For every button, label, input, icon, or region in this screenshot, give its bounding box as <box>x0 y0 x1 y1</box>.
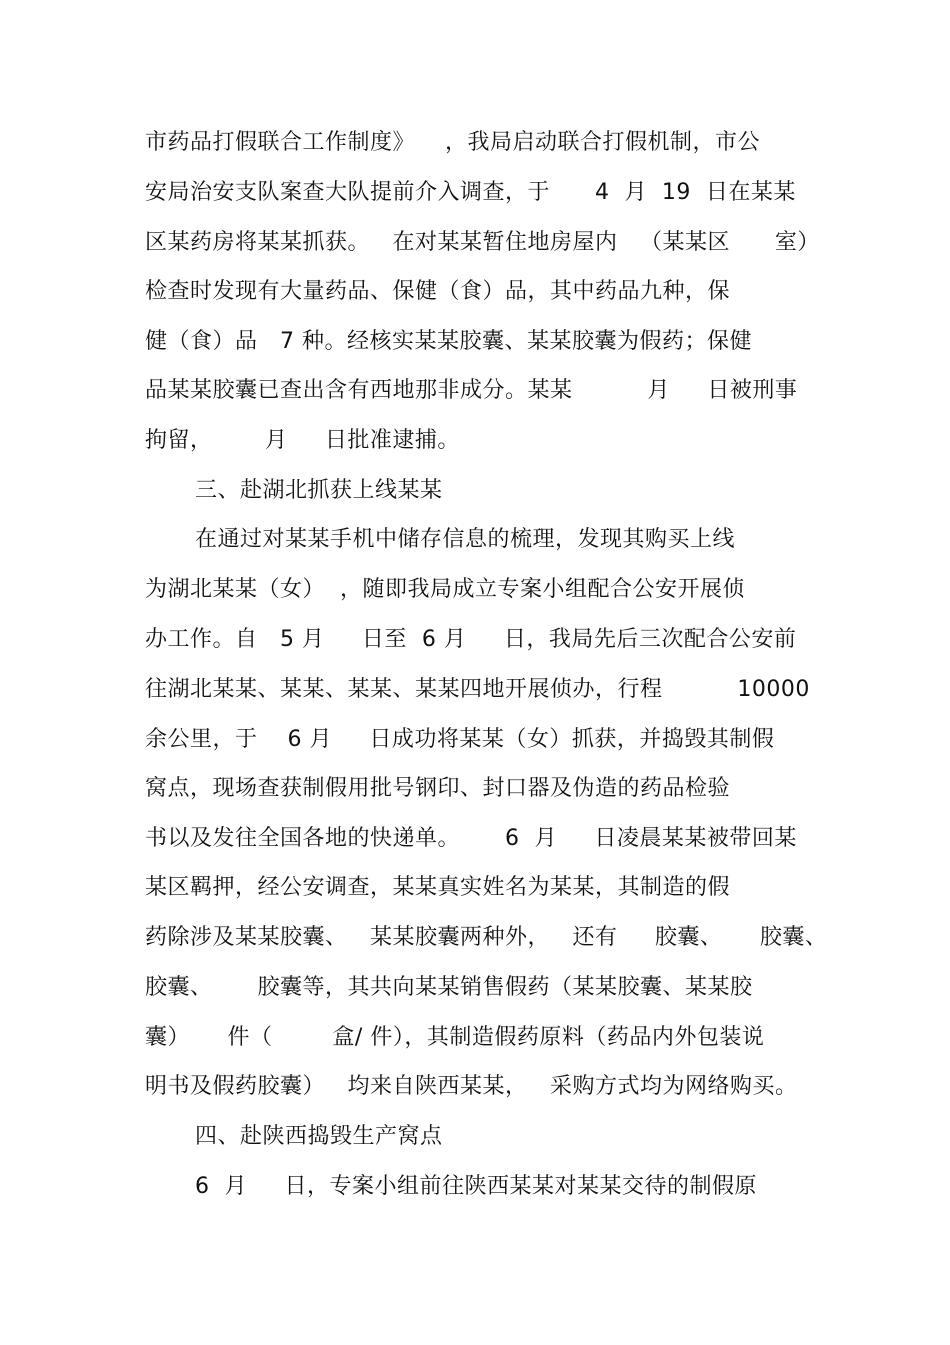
text-line: 健（食）品 7 种。经核实某某胶囊、某某胶囊为假药；保健 <box>145 329 752 354</box>
text-line: 拘留， 月 日批准逮捕。 <box>145 428 460 453</box>
text-line: 往湖北某某、某某、某某、某某四地开展侦办，行程 10000 <box>145 677 810 702</box>
section-heading: 三、赴湖北抓获上线某某 <box>195 478 443 503</box>
text-line: 某区羁押，经公安调查，某某真实姓名为某某，其制造的假 <box>145 875 731 900</box>
text-line: 窝点，现场查获制假用批号钢印、封口器及伪造的药品检验 <box>145 776 731 801</box>
text-line: 区某药房将某某抓获。 在对某某暂住地房屋内 （某某区 室） <box>145 230 820 255</box>
text-line: 检查时发现有大量药品、保健（食）品，其中药品九种，保 <box>145 279 731 304</box>
section-heading: 四、赴陕西捣毁生产窝点 <box>195 1124 443 1149</box>
text-line: 余公里，于 6 月 日成功将某某（女）抓获，并捣毁其制假 <box>145 727 775 752</box>
text-line: 书以及发往全国各地的快递单。 6 月 日凌晨某某被带回某 <box>145 826 797 851</box>
text-line: 在通过对某某手机中储存信息的梳理，发现其购买上线 <box>195 527 736 552</box>
text-line: 明书及假药胶囊） 均来自陕西某某， 采购方式均为网络购买。 <box>145 1074 798 1099</box>
text-line: 6 月 日，专案小组前往陕西某某对某某交待的制假原 <box>195 1174 757 1199</box>
text-line: 胶囊、 胶囊等，其共向某某销售假药（某某胶囊、某某胶 <box>145 975 753 1000</box>
text-line: 安局治安支队案查大队提前介入调查，于 4 月 19 日在某某 <box>145 180 796 205</box>
text-line: 为湖北某某（女） ，随即我局成立专案小组配合公安开展侦 <box>145 577 745 602</box>
text-line: 药除涉及某某胶囊、 某某胶囊两种外， 还有 胶囊、 胶囊、 <box>145 925 828 950</box>
text-line: 品某某胶囊已查出含有西地那非成分。某某 月 日被刑事 <box>145 378 798 403</box>
text-line: 办工作。自 5 月 日至 6 月 日，我局先后三次配合公安前 <box>145 627 797 652</box>
text-line: 囊） 件（ 盒/ 件），其制造假药原料（药品内外包装说 <box>145 1025 765 1050</box>
text-line: 市药品打假联合工作制度》 ，我局启动联合打假机制，市公 <box>145 130 760 155</box>
